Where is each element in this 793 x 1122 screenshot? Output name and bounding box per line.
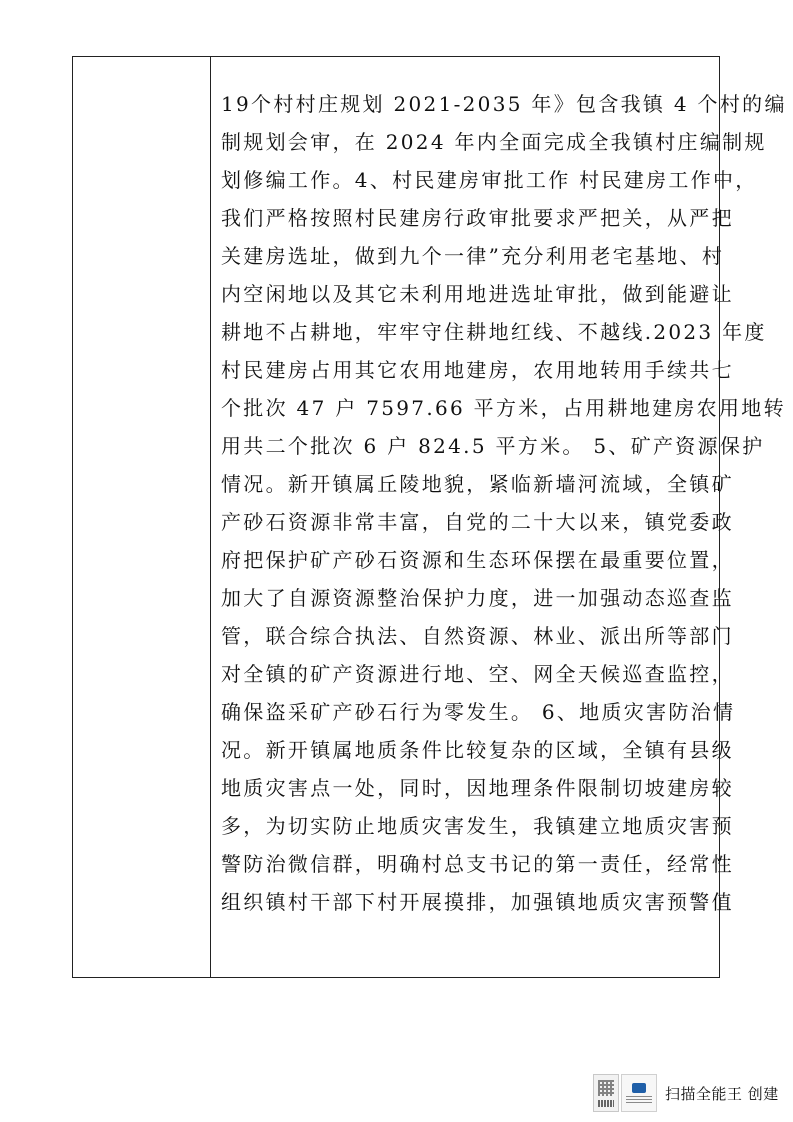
text-line: 个批次 47 户 7597.66 平方米，占用耕地建房农用地转 [221,396,786,420]
text-line: 19个村村庄规划 2021-2035 年》包含我镇 4 个村的编 [221,92,787,116]
text-line: 对全镇的矿产资源进行地、空、网全天候巡查监控， [221,662,734,686]
text-line: 村民建房占用其它农用地建房，农用地转用手续共七 [221,358,734,382]
table-content-cell [211,57,787,977]
scanner-watermark [593,1073,779,1113]
text-line: 警防治微信群，明确村总支书记的第一责任，经常性 [221,852,734,876]
text-line: 用共二个批次 6 户 824.5 平方米。 5、矿产资源保护 [221,434,765,458]
watermark-text: 扫描全能王 创建 [665,1084,779,1103]
text-line: 多，为切实防止地质灾害发生，我镇建立地质灾害预 [221,814,734,838]
table-label-cell [73,57,211,977]
text-line: 划修编工作。4、村民建房审批工作 村民建房工作中， [221,168,758,192]
text-line: 加大了自源资源整治保护力度，进一加强动态巡查监 [221,586,734,610]
text-line: 耕地不占耕地，牢牢守住耕地红线、不越线.2023 年度 [221,320,767,344]
qr-code-icon [593,1074,619,1112]
text-line: 关建房选址，做到九个一律”充分利用老宅基地、村 [221,244,725,268]
logo-mark [632,1083,646,1093]
text-line: 地质灾害点一处，同时，因地理条件限制切坡建房较 [221,776,734,800]
text-line: 组织镇村干部下村开展摸排，加强镇地质灾害预警值 [221,890,734,914]
logo-caption [626,1096,652,1104]
text-line: 况。新开镇属地质条件比较复杂的区域，全镇有县级 [221,738,734,762]
text-line: 情况。新开镇属丘陵地貌，紧临新墙河流域，全镇矿 [221,472,734,496]
text-line: 确保盗采矿产砂石行为零发生。 6、地质灾害防治情 [221,700,736,724]
content-table [72,56,787,978]
text-line: 管，联合综合执法、自然资源、林业、派出所等部门 [221,624,734,648]
text-line: 府把保护矿产砂石资源和生态环保摆在最重要位置， [221,548,734,572]
text-line: 我们严格按照村民建房行政审批要求严把关，从严把 [221,206,734,230]
text-line: 内空闲地以及其它未利用地进选址审批，做到能避让 [221,282,734,306]
text-line: 产砂石资源非常丰富，自党的二十大以来，镇党委政 [221,510,734,534]
text-line: 制规划会审，在 2024 年内全面完成全我镇村庄编制规 [221,130,767,154]
scanner-logo-icon [621,1074,657,1112]
